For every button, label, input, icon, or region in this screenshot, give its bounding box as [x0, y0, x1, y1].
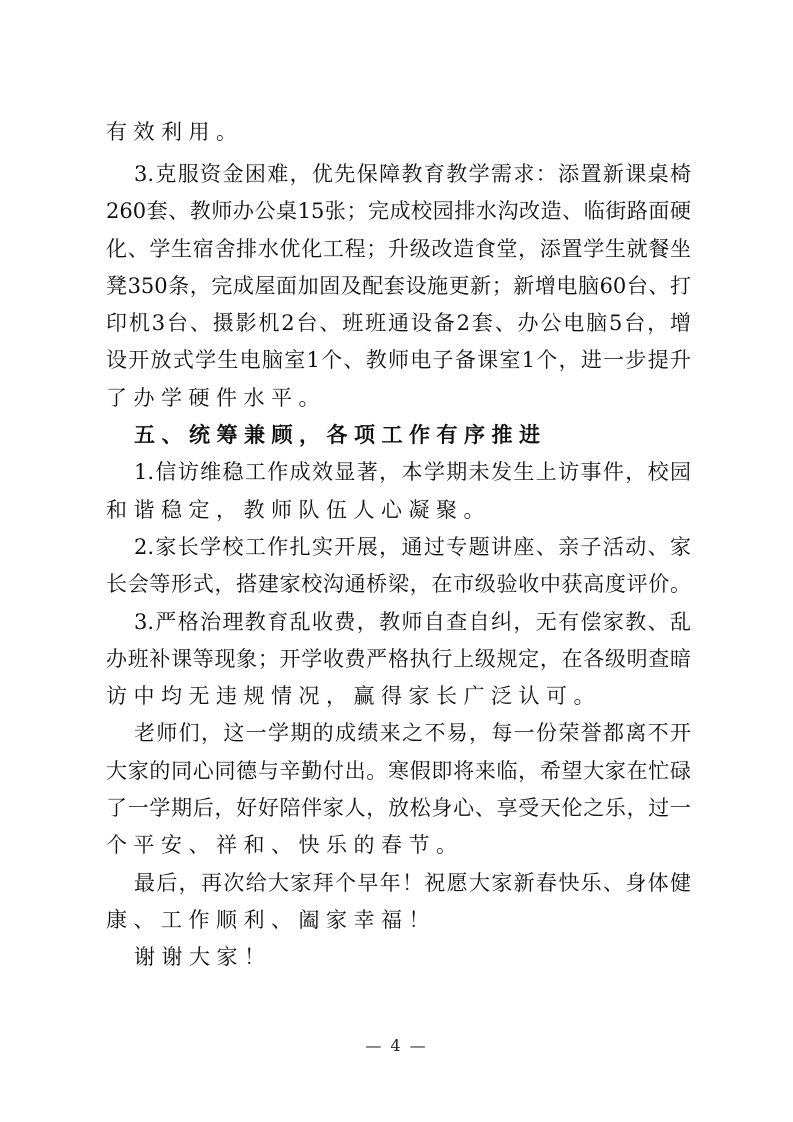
text-line: 260套、教师办公桌15张；完成校园排水沟改造、临街路面硬 — [106, 199, 691, 224]
text-line: 有效利用。 — [106, 120, 244, 144]
section-heading — [106, 417, 691, 454]
text-line: 长会等形式，搭建家校沟通桥梁，在市级验收中获高度评价。 — [106, 572, 691, 597]
text-line: 老师们，这一学期的成绩来之不易，每一份荣誉都离不开 — [134, 721, 691, 746]
paragraph — [106, 604, 691, 716]
text-line: 五、统筹兼顾，各项工作有序推进 — [134, 423, 547, 448]
paragraph — [106, 715, 691, 864]
text-line: 化、学生宿舍排水优化工程；升级改造食堂，添置学生就餐坐 — [106, 236, 691, 261]
text-line: 访中均无违规情况，赢得家长广泛认可。 — [106, 684, 601, 709]
paragraph — [106, 156, 691, 417]
paragraph — [106, 114, 691, 151]
text-line: 设开放式学生电脑室1个、教师电子备课室1个，进一步提升 — [106, 348, 691, 373]
text-line: 和谐稳定，教师队伍人心凝聚。 — [106, 497, 491, 522]
text-line: 凳350条，完成屋面加固及配套设施更新；新增电脑60台、打 — [106, 273, 691, 298]
text-line: 最后，再次给大家拜个早年！祝愿大家新春快乐、身体健 — [134, 870, 691, 895]
text-line: 了一学期后，好好陪伴家人，放松身心、享受天伦之乐，过一 — [106, 796, 691, 821]
text-line: 2.家长学校工作扎实开展，通过专题讲座、亲子活动、家 — [134, 534, 691, 559]
paragraph — [106, 939, 691, 976]
paragraph — [106, 454, 691, 529]
text-line: 办班补课等现象；开学收费严格执行上级规定，在各级明查暗 — [106, 646, 691, 671]
document-body — [106, 114, 691, 977]
page-number: — 4 — — [365, 1036, 428, 1055]
text-line: 康、工作顺利、阖家幸福！ — [106, 907, 436, 932]
text-line: 大家的同心同德与辛勤付出。寒假即将来临，希望大家在忙碌 — [106, 758, 691, 783]
text-line: 了办学硬件水平。 — [106, 385, 326, 410]
text-line: 印机3台、摄影机2台、班班通设备2套、办公电脑5台，增 — [106, 311, 691, 336]
paragraph — [106, 529, 691, 604]
text-line: 个平安、祥和、快乐的春节。 — [106, 833, 464, 858]
text-line: 谢谢大家！ — [134, 945, 272, 970]
text-line: 1.信访维稳工作成效显著，本学期未发生上访事件，校园 — [134, 460, 691, 485]
paragraph — [106, 865, 691, 940]
text-line: 3.克服资金困难，优先保障教育教学需求：添置新课桌椅 — [134, 161, 691, 186]
text-line: 3.严格治理教育乱收费，教师自查自纠，无有偿家教、乱 — [134, 609, 691, 634]
